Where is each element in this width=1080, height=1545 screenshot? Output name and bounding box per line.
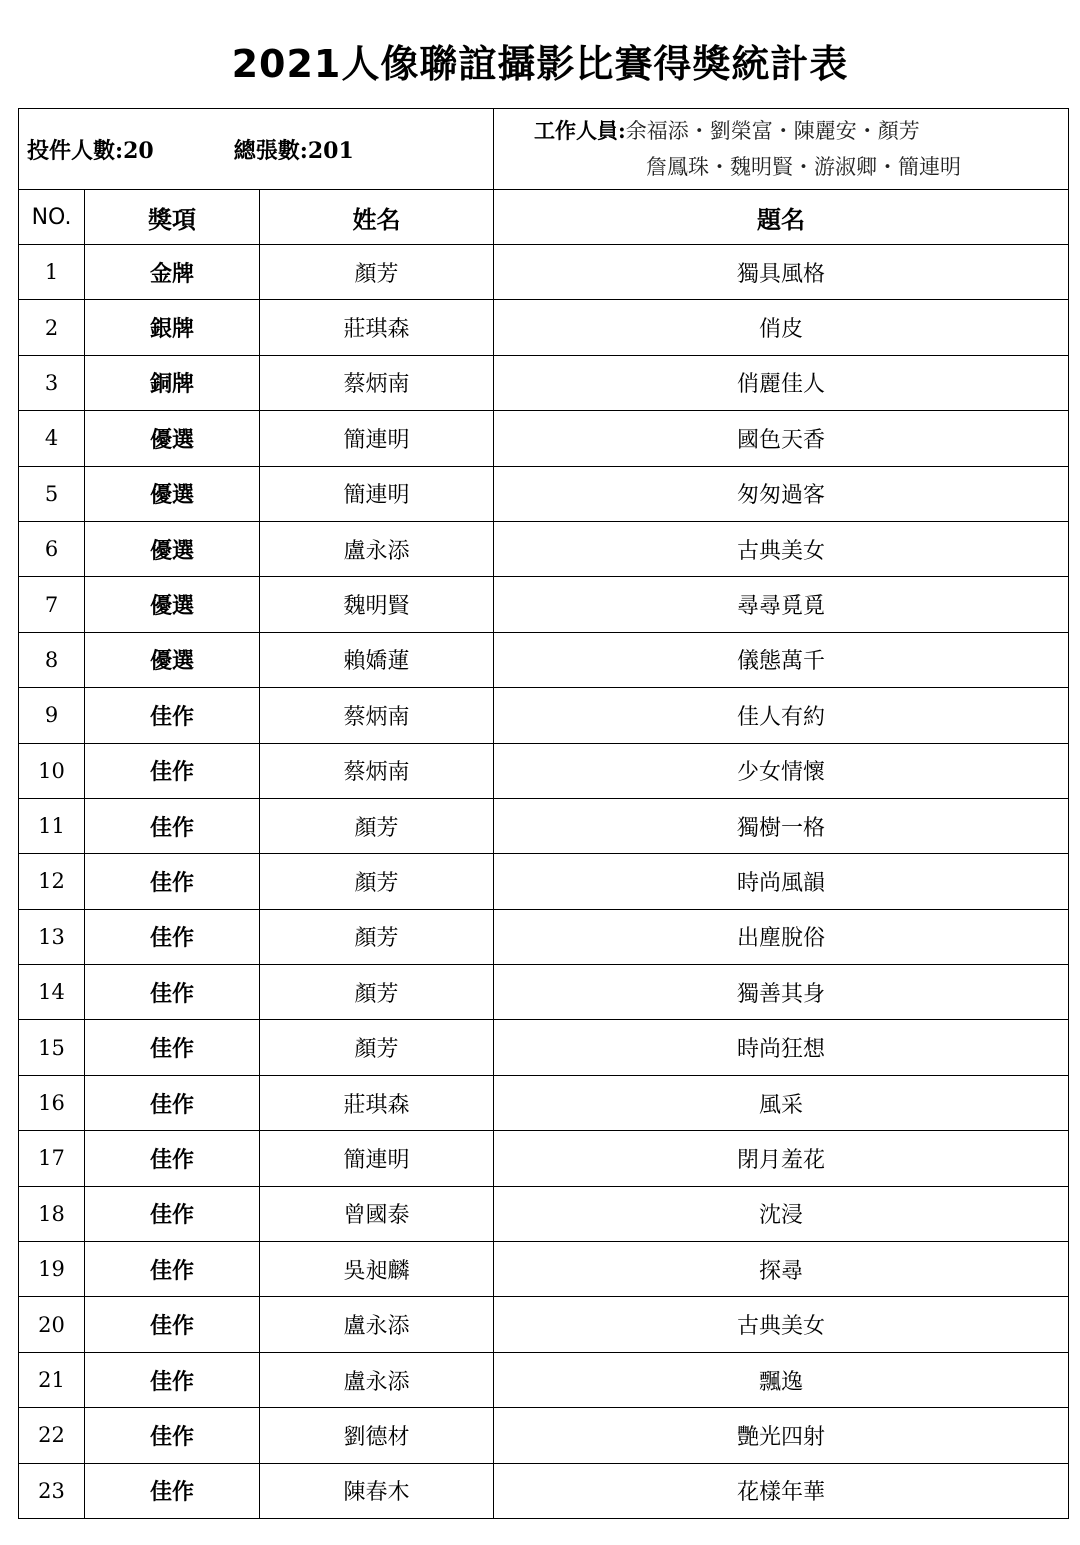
photo-title-cell: 出塵脫俗 (494, 909, 1069, 964)
award-cell: 銀牌 (85, 300, 260, 355)
photo-title-cell: 佳人有約 (494, 688, 1069, 743)
staff-cell (494, 109, 1069, 190)
awards-table (18, 108, 1069, 1519)
row-number: 19 (19, 1242, 85, 1297)
row-number: 17 (19, 1131, 85, 1186)
column-header-award: 獎項 (85, 190, 260, 245)
table-row (19, 632, 1069, 687)
photo-title-cell: 獨善其身 (494, 965, 1069, 1020)
award-cell: 佳作 (85, 909, 260, 964)
award-cell: 優選 (85, 411, 260, 466)
table-row (19, 798, 1069, 853)
award-cell: 佳作 (85, 1186, 260, 1241)
photo-title-cell: 閉月羞花 (494, 1131, 1069, 1186)
award-cell: 佳作 (85, 1297, 260, 1352)
photo-title-cell: 古典美女 (494, 521, 1069, 576)
name-cell: 顏芳 (260, 245, 494, 300)
table-row (19, 411, 1069, 466)
row-number: 14 (19, 965, 85, 1020)
photo-title-cell: 沈浸 (494, 1186, 1069, 1241)
award-cell: 佳作 (85, 743, 260, 798)
page-title: 2021人像聯誼攝影比賽得獎統計表 (231, 42, 849, 86)
row-number: 18 (19, 1186, 85, 1241)
photo-title-cell: 俏皮 (494, 300, 1069, 355)
name-cell: 顏芳 (260, 798, 494, 853)
table-row (19, 1408, 1069, 1463)
name-cell: 盧永添 (260, 1352, 494, 1407)
table-row (19, 245, 1069, 300)
photo-title-cell: 尋尋覓覓 (494, 577, 1069, 632)
summary-row (19, 109, 1069, 190)
counts-cell (19, 109, 494, 190)
award-cell: 佳作 (85, 1463, 260, 1518)
row-number: 16 (19, 1075, 85, 1130)
photo-title-cell: 探尋 (494, 1242, 1069, 1297)
row-number: 1 (19, 245, 85, 300)
table-row (19, 1075, 1069, 1130)
name-cell: 盧永添 (260, 1297, 494, 1352)
photo-title-cell: 飄逸 (494, 1352, 1069, 1407)
name-cell: 莊琪森 (260, 300, 494, 355)
row-number: 7 (19, 577, 85, 632)
name-cell: 賴嬌蓮 (260, 632, 494, 687)
table-row (19, 1352, 1069, 1407)
table-row (19, 466, 1069, 521)
table-body (19, 245, 1069, 1519)
row-number: 3 (19, 355, 85, 410)
column-header-no: NO. (19, 190, 85, 245)
photo-title-cell: 獨樹一格 (494, 798, 1069, 853)
table-row (19, 965, 1069, 1020)
staff-names-line2: 詹鳳珠・魏明賢・游淑卿・簡連明 (646, 155, 962, 179)
column-header-name: 姓名 (260, 190, 494, 245)
name-cell: 簡連明 (260, 411, 494, 466)
total-photos-count: 總張數:201 (233, 137, 354, 164)
row-number: 21 (19, 1352, 85, 1407)
table-row (19, 577, 1069, 632)
table-row (19, 1020, 1069, 1075)
row-number: 22 (19, 1408, 85, 1463)
award-cell: 優選 (85, 521, 260, 576)
row-number: 20 (19, 1297, 85, 1352)
photo-title-cell: 獨具風格 (494, 245, 1069, 300)
row-number: 8 (19, 632, 85, 687)
award-cell: 佳作 (85, 1408, 260, 1463)
name-cell: 簡連明 (260, 466, 494, 521)
name-cell: 顏芳 (260, 1020, 494, 1075)
name-cell: 顏芳 (260, 909, 494, 964)
row-number: 4 (19, 411, 85, 466)
table-row (19, 355, 1069, 410)
entrants-count: 投件人數:20 (27, 137, 154, 164)
award-cell: 銅牌 (85, 355, 260, 410)
photo-title-cell: 古典美女 (494, 1297, 1069, 1352)
award-cell: 佳作 (85, 1020, 260, 1075)
award-cell: 金牌 (85, 245, 260, 300)
name-cell: 顏芳 (260, 854, 494, 909)
table-row (19, 743, 1069, 798)
photo-title-cell: 儀態萬千 (494, 632, 1069, 687)
name-cell: 蔡炳南 (260, 743, 494, 798)
award-cell: 佳作 (85, 688, 260, 743)
name-cell: 簡連明 (260, 1131, 494, 1186)
award-cell: 優選 (85, 577, 260, 632)
photo-title-cell: 國色天香 (494, 411, 1069, 466)
award-cell: 佳作 (85, 1131, 260, 1186)
name-cell: 顏芳 (260, 965, 494, 1020)
name-cell: 蔡炳南 (260, 355, 494, 410)
award-cell: 佳作 (85, 798, 260, 853)
column-header-row (19, 190, 1069, 245)
name-cell: 曾國泰 (260, 1186, 494, 1241)
photo-title-cell: 時尚風韻 (494, 854, 1069, 909)
name-cell: 吳昶麟 (260, 1242, 494, 1297)
name-cell: 蔡炳南 (260, 688, 494, 743)
row-number: 15 (19, 1020, 85, 1075)
table-row (19, 1463, 1069, 1518)
name-cell: 陳春木 (260, 1463, 494, 1518)
row-number: 6 (19, 521, 85, 576)
award-cell: 優選 (85, 466, 260, 521)
staff-label: 工作人員: (534, 118, 626, 143)
name-cell: 莊琪森 (260, 1075, 494, 1130)
row-number: 10 (19, 743, 85, 798)
award-cell: 佳作 (85, 1352, 260, 1407)
award-cell: 優選 (85, 632, 260, 687)
name-cell: 劉德材 (260, 1408, 494, 1463)
photo-title-cell: 風采 (494, 1075, 1069, 1130)
photo-title-cell: 匆匆過客 (494, 466, 1069, 521)
row-number: 12 (19, 854, 85, 909)
award-cell: 佳作 (85, 965, 260, 1020)
row-number: 5 (19, 466, 85, 521)
row-number: 9 (19, 688, 85, 743)
table-row (19, 1186, 1069, 1241)
photo-title-cell: 時尚狂想 (494, 1020, 1069, 1075)
award-cell: 佳作 (85, 854, 260, 909)
row-number: 11 (19, 798, 85, 853)
row-number: 2 (19, 300, 85, 355)
table-row (19, 688, 1069, 743)
award-cell: 佳作 (85, 1242, 260, 1297)
table-row (19, 909, 1069, 964)
table-row (19, 521, 1069, 576)
row-number: 23 (19, 1463, 85, 1518)
table-row (19, 1242, 1069, 1297)
photo-title-cell: 俏麗佳人 (494, 355, 1069, 410)
column-header-title: 題名 (494, 190, 1069, 245)
table-row (19, 1297, 1069, 1352)
table-row (19, 1131, 1069, 1186)
row-number: 13 (19, 909, 85, 964)
staff-names-line1: 余福添・劉榮富・陳麗安・顏芳 (625, 119, 920, 143)
award-cell: 佳作 (85, 1075, 260, 1130)
name-cell: 魏明賢 (260, 577, 494, 632)
photo-title-cell: 少女情懷 (494, 743, 1069, 798)
table-row (19, 300, 1069, 355)
photo-title-cell: 艷光四射 (494, 1408, 1069, 1463)
photo-title-cell: 花樣年華 (494, 1463, 1069, 1518)
name-cell: 盧永添 (260, 521, 494, 576)
table-row (19, 854, 1069, 909)
